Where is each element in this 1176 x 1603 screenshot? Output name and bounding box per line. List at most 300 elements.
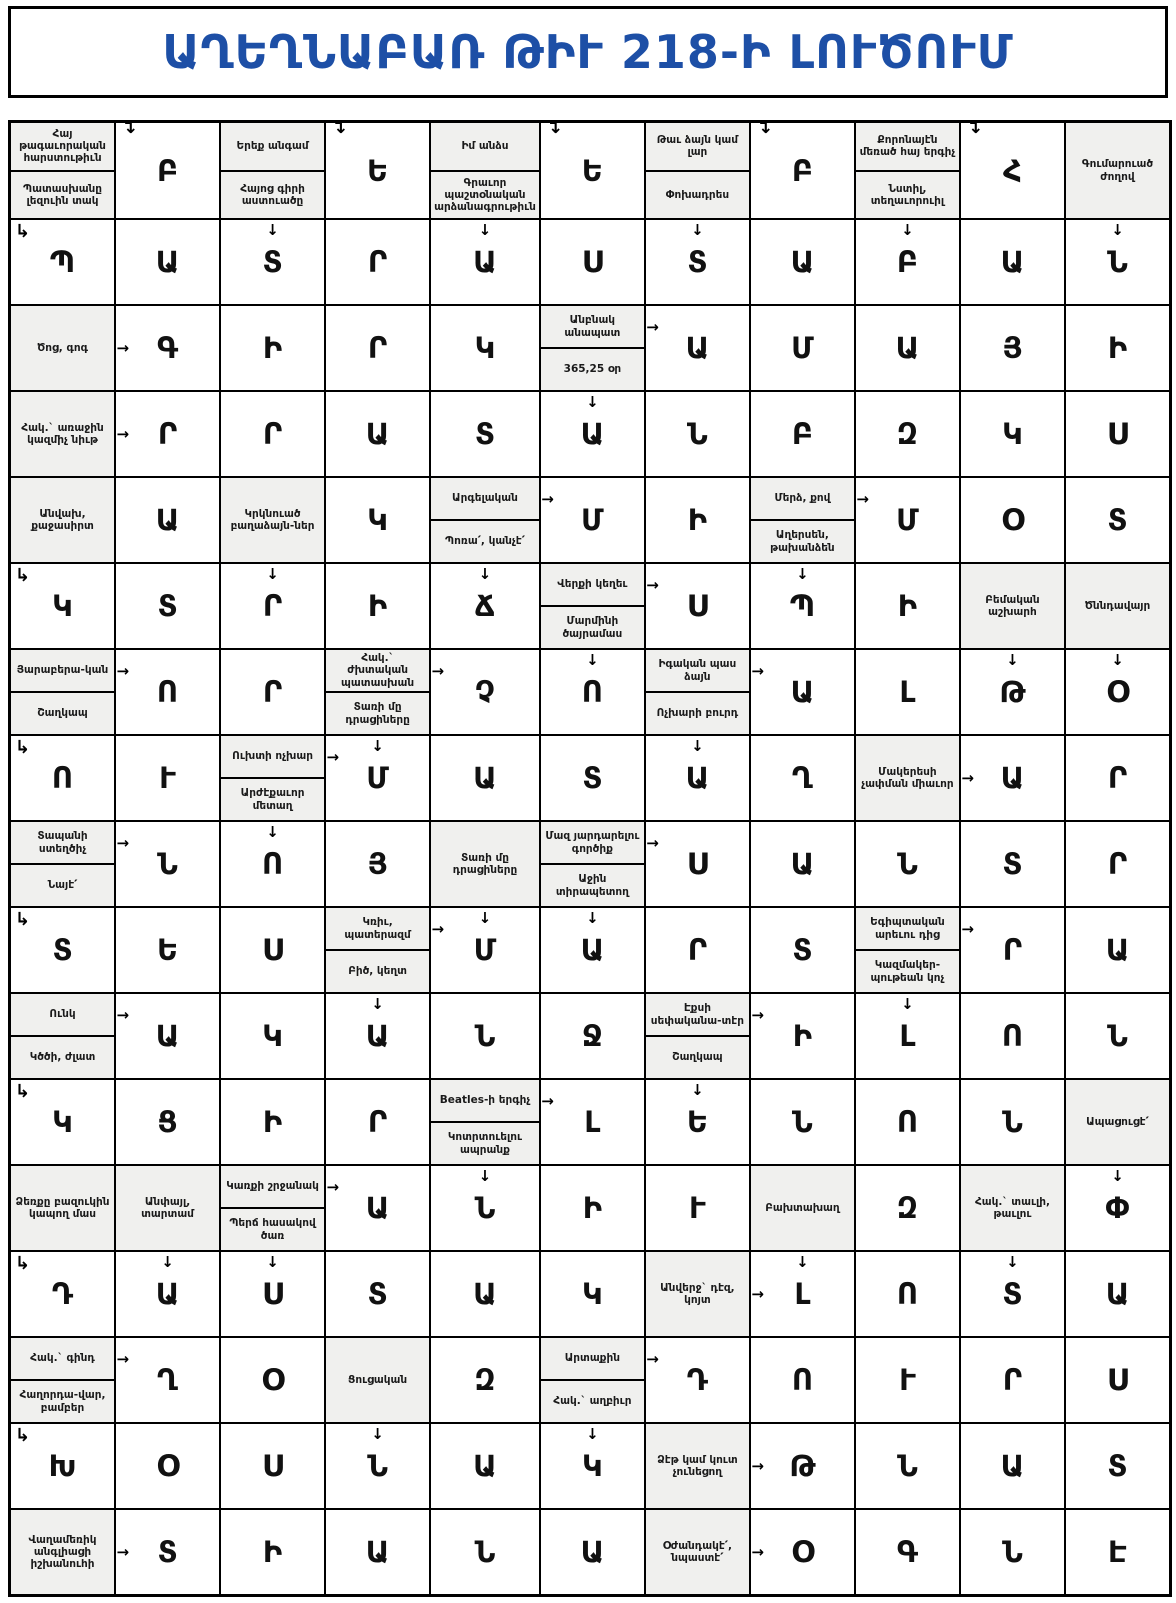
clue-text: Բիծ, կեղտ (348, 965, 407, 978)
clue-text: Beatles-ի երգիչ (439, 1094, 531, 1107)
clue-text: Ծննդավայր (1084, 599, 1151, 612)
letter-cell (325, 122, 430, 219)
arrow-right-icon: → (116, 661, 130, 680)
clue-part (326, 1338, 429, 1443)
clue-text: Արգելական (452, 492, 518, 505)
letter-cell (540, 993, 645, 1079)
clue-text: Ունկ (49, 1008, 76, 1021)
clue-text: Վերքի կեղեւ (557, 578, 628, 591)
letter-cell (540, 1509, 645, 1595)
solution-letter: Ն (474, 1019, 496, 1053)
letter-cell (430, 993, 540, 1079)
clue-text: Վաղամեռիկ անգլիացի իշխանուհի (28, 1533, 97, 1571)
clue-text: Անվախ, քաջասիրտ (31, 507, 94, 532)
clue-part (221, 1166, 340, 1207)
clue-part (646, 691, 749, 755)
arrow-right-icon: → (326, 747, 340, 766)
solution-letter: Ն (687, 417, 708, 451)
clue-part (11, 994, 130, 1035)
clue-part (431, 519, 539, 583)
clue-text: Անբնակ անապատ (564, 314, 621, 339)
solution-letter: Ա (1105, 1277, 1130, 1311)
clue-cell (10, 1337, 130, 1446)
solution-letter: Տ (1002, 847, 1023, 881)
arrow-down-icon: ↓ (691, 1081, 704, 1099)
clue-text: Կծծի, ժլատ (29, 1051, 96, 1064)
solution-letter: Ա (580, 417, 605, 451)
letter-cell (220, 563, 325, 649)
clue-cell (10, 993, 130, 1102)
letter-cell (540, 735, 645, 821)
clue-cell (540, 821, 659, 927)
solution-letter: Ո (896, 1105, 919, 1139)
clue-cell (10, 821, 130, 930)
letter-cell (325, 1251, 430, 1337)
letter-cell (430, 1509, 540, 1595)
solution-letter: Ս (1106, 1363, 1129, 1397)
letter-cell (750, 219, 855, 305)
clue-text: Բեմական աշխարհ (985, 593, 1040, 618)
solution-letter: Խ (48, 1449, 77, 1483)
letter-cell (960, 305, 1065, 391)
solution-letter: Օ (156, 1449, 179, 1483)
solution-letter: Ն (474, 1191, 496, 1225)
clue-part (221, 170, 324, 239)
solution-letter: Ա (580, 1535, 605, 1569)
solution-letter: Մ (581, 503, 604, 537)
clue-cell (540, 1337, 659, 1443)
letter-cell (115, 1251, 220, 1337)
arrow-right-icon: → (116, 1349, 130, 1368)
clue-text: Իգական պաս ձայն (658, 658, 737, 683)
solution-letter: Բ (791, 153, 813, 188)
clue-text: Ծոց, գոգ (37, 341, 88, 354)
letter-cell (540, 907, 645, 993)
clue-part (646, 1424, 764, 1508)
solution-letter: Զ (474, 1363, 496, 1397)
clue-cell (430, 117, 561, 239)
solution-letter: Ա (365, 417, 390, 451)
clue-part (221, 736, 340, 777)
clue-text: Ուխտի ոչխար (232, 750, 313, 763)
solution-letter: Ա (790, 847, 815, 881)
letter-cell (115, 907, 220, 993)
clue-part (646, 994, 764, 1035)
solution-letter: Ր (367, 331, 388, 365)
solution-letter: Ա (685, 761, 710, 795)
clue-text: Տառի մը դրացիները (345, 701, 410, 726)
arrow-bend-right-icon: ↳ (15, 1253, 31, 1274)
arrow-right-icon: → (116, 1005, 130, 1024)
clue-text: Անփայլ, տարտամ (141, 1195, 194, 1220)
clue-part (431, 170, 539, 239)
solution-letter: Ն (1107, 245, 1128, 279)
solution-letter: Լ (899, 675, 916, 709)
letter-cell (960, 907, 1065, 993)
letter-cell (430, 563, 540, 649)
letter-cell (10, 563, 115, 649)
clue-part (1066, 1080, 1169, 1185)
arrow-bend-down-icon: ↴ (755, 117, 771, 138)
solution-letter: Թ (999, 675, 1026, 709)
arrow-right-icon: → (116, 833, 130, 852)
solution-letter: Օ (791, 1535, 814, 1569)
clue-part (326, 691, 429, 755)
solution-letter: Ն (1002, 1535, 1023, 1569)
clue-part (856, 117, 981, 170)
letter-cell (325, 735, 430, 821)
clue-part (541, 306, 659, 347)
letter-cell (855, 477, 960, 563)
letter-cell (750, 1337, 855, 1423)
solution-letter: Ի (792, 1019, 813, 1053)
clue-part (11, 392, 130, 476)
letter-cell (645, 1337, 750, 1423)
solution-letter: Լ (899, 1019, 916, 1053)
title-box (8, 6, 1168, 98)
solution-letter: Բ (156, 153, 179, 188)
solution-letter: Տ (157, 589, 178, 623)
clue-part (856, 908, 974, 949)
solution-letter: Լ (584, 1105, 601, 1139)
clue-part (11, 117, 137, 170)
solution-letter: Ջ (582, 1019, 603, 1053)
letter-cell (540, 1251, 645, 1337)
letter-cell (430, 305, 540, 391)
arrow-right-icon: → (856, 489, 869, 508)
clue-cell (750, 477, 869, 583)
solution-letter: Զ (896, 417, 919, 451)
letter-cell (1065, 1423, 1170, 1509)
clue-part (646, 1252, 764, 1336)
clue-part (326, 908, 445, 949)
arrow-down-icon: ↓ (586, 651, 599, 669)
clue-cell (10, 1509, 130, 1595)
letter-cell (750, 735, 855, 821)
clue-cell (10, 305, 130, 391)
solution-letter: Կ (262, 1019, 283, 1053)
arrow-bend-right-icon: ↳ (15, 565, 31, 586)
letter-cell (960, 1337, 1065, 1423)
clue-part (431, 478, 554, 519)
letter-cell (855, 1423, 960, 1509)
clue-part (541, 1338, 659, 1379)
letter-cell (115, 1423, 220, 1509)
clue-part (221, 117, 347, 170)
clue-text: Պատասխանը լեզուին տակ (22, 182, 103, 207)
letter-cell (115, 1509, 220, 1595)
solution-letter: Ս (261, 1449, 284, 1483)
clue-text: Գրաւոր պաշտօնական արձանագրութիւն (434, 176, 536, 213)
letter-cell (960, 649, 1065, 735)
letter-cell (220, 907, 325, 993)
clue-part (11, 478, 114, 586)
solution-letter: Ա (155, 1277, 180, 1311)
clue-cell (1065, 563, 1170, 669)
clue-text: Կռիւ, պատերազմ (344, 916, 411, 941)
letter-cell (10, 1079, 115, 1165)
clue-cell (855, 117, 981, 239)
clue-part (856, 736, 974, 820)
solution-letter: Գ (896, 1535, 918, 1569)
arrow-right-icon: → (326, 1177, 340, 1196)
solution-letter: Ա (155, 245, 180, 279)
clue-part (11, 822, 130, 863)
letter-cell (750, 1423, 855, 1509)
letter-cell (540, 219, 645, 305)
letter-cell (750, 649, 855, 735)
clue-part (541, 822, 659, 863)
letter-cell (325, 563, 430, 649)
arrow-down-icon: ↓ (478, 1167, 492, 1185)
arrow-down-icon: ↓ (1111, 221, 1124, 239)
arrow-down-icon: ↓ (796, 1253, 809, 1271)
arrow-down-icon: ↓ (371, 1425, 384, 1443)
clue-cell (645, 649, 764, 755)
letter-cell (855, 219, 960, 305)
solution-letter: Ո (156, 675, 179, 709)
arrow-down-icon: ↓ (796, 565, 809, 583)
clue-text: Երեք անգամ (236, 140, 309, 153)
solution-letter: Ն (792, 1105, 813, 1139)
solution-letter: Է (1108, 1535, 1127, 1569)
clue-text: Շաղկապ (37, 707, 88, 720)
letter-cell (1065, 1337, 1170, 1423)
letter-cell (855, 563, 960, 649)
letter-cell (325, 305, 430, 391)
solution-letter: Կ (474, 331, 496, 365)
letter-cell (220, 1251, 325, 1337)
solution-letter: Փ (1105, 1191, 1130, 1225)
clue-part (221, 1207, 324, 1271)
letter-cell (855, 1337, 960, 1423)
solution-letter: Ի (1107, 331, 1128, 365)
clue-text: Ձէթ կամ կուտ չունեցող (657, 1453, 738, 1478)
solution-letter: Տ (52, 933, 73, 967)
letter-cell (960, 821, 1065, 907)
clue-part (11, 1510, 130, 1594)
clue-text: Յարաբերա-կան (16, 664, 109, 677)
clue-cell (10, 649, 130, 758)
letter-cell (10, 1423, 115, 1509)
solution-letter: Ա (473, 1277, 497, 1311)
clue-cell (430, 821, 540, 927)
letter-cell (115, 821, 220, 907)
clue-text: Հակ.` աղբիւր (553, 1395, 632, 1408)
clue-part (11, 170, 114, 242)
clue-part (11, 306, 130, 390)
clue-text: Տառի մը դրացիները (452, 851, 518, 876)
solution-letter: Կ (52, 1105, 73, 1139)
letter-cell (855, 1079, 960, 1165)
clue-part (541, 347, 644, 411)
letter-cell (855, 649, 960, 735)
clue-text: Հաղորդա-վար, բամբեր (19, 1389, 106, 1414)
letter-cell (430, 1251, 540, 1337)
arrow-down-icon: ↓ (266, 565, 279, 583)
clue-text: Հայ թագաւորական հարստութիւն (19, 128, 106, 165)
clue-part (11, 1166, 114, 1274)
letter-cell (750, 821, 855, 907)
clue-part (11, 1379, 114, 1446)
clue-cell (220, 117, 347, 239)
clue-part (116, 1166, 219, 1271)
arrow-right-icon: → (431, 919, 445, 938)
solution-letter: Ա (1000, 1449, 1025, 1483)
arrow-down-icon: ↓ (1111, 1167, 1124, 1185)
letter-cell (750, 1509, 855, 1595)
letter-cell (325, 219, 430, 305)
solution-letter: Յ (367, 847, 388, 881)
letter-cell (115, 122, 220, 219)
solution-letter: Ն (367, 1449, 388, 1483)
clue-text: Հակ.` տաւլի, թաւլու (974, 1195, 1050, 1220)
letter-cell (960, 993, 1065, 1079)
letter-cell (220, 391, 325, 477)
letter-cell (645, 391, 750, 477)
arrow-right-icon: → (751, 1543, 764, 1561)
arrow-right-icon: → (961, 919, 974, 938)
letter-cell (1065, 1165, 1170, 1251)
solution-letter: Ո (51, 761, 74, 795)
clue-text: Թաւ ձայն կամ լար (656, 134, 738, 159)
arrow-down-icon: ↓ (586, 393, 599, 411)
solution-letter: Ս (686, 589, 708, 623)
letter-cell (220, 1509, 325, 1595)
letter-cell (855, 305, 960, 391)
clue-part (541, 863, 644, 927)
solution-letter: Ո (791, 1363, 814, 1397)
letter-cell (1065, 219, 1170, 305)
letter-cell (220, 1423, 325, 1509)
clue-cell (115, 1165, 220, 1271)
solution-letter: Ւ (689, 1191, 706, 1225)
clue-text: Էքսի սեփականա-տէր (650, 1002, 744, 1027)
solution-letter: Ն (897, 847, 918, 881)
solution-letter: Ի (582, 1191, 603, 1225)
clue-text: Եգիպտական արեւու դից (870, 916, 945, 941)
solution-letter: Օ (1106, 675, 1129, 709)
clue-part (431, 822, 539, 927)
letter-cell (430, 1423, 540, 1509)
solution-letter: Ս (686, 847, 708, 881)
letter-cell (960, 391, 1065, 477)
letter-cell (325, 821, 430, 907)
solution-letter: Ա (365, 1019, 390, 1053)
solution-letter: Տ (582, 761, 603, 795)
letter-cell (645, 1079, 750, 1165)
solution-letter: Ե (686, 1105, 708, 1139)
letter-cell (220, 649, 325, 735)
solution-letter: Կ (582, 1449, 603, 1483)
solution-letter: Պ (49, 245, 76, 279)
clue-text: Հակ.` գինդ (30, 1352, 95, 1365)
solution-letter: Ր (1002, 933, 1023, 967)
letter-cell (960, 1509, 1065, 1595)
arrow-down-icon: ↓ (586, 909, 599, 927)
arrow-right-icon: → (646, 1349, 659, 1368)
clue-cell (1065, 122, 1170, 239)
arrow-down-icon: ↓ (1111, 651, 1124, 669)
solution-letter: Ս (581, 245, 603, 279)
clue-part (646, 170, 749, 239)
letter-cell (960, 122, 1065, 219)
clue-text: Պոռա՛, կանչէ՛ (445, 535, 525, 548)
letter-cell (645, 305, 750, 391)
solution-letter: Տ (157, 1535, 178, 1569)
letter-cell (645, 219, 750, 305)
solution-letter: Ա (1000, 245, 1025, 279)
solution-letter: Ր (1107, 761, 1128, 795)
solution-letter: Տ (1002, 1277, 1023, 1311)
solution-letter: Ո (261, 847, 284, 881)
solution-letter: Ր (367, 245, 388, 279)
clue-cell (325, 649, 445, 755)
letter-cell (855, 821, 960, 907)
letter-cell (430, 219, 540, 305)
solution-letter: Ն (474, 1535, 496, 1569)
clue-part (326, 650, 445, 691)
clue-cell (220, 1165, 340, 1271)
solution-letter: Դ (686, 1363, 708, 1397)
solution-letter: Մ (896, 503, 919, 537)
letter-cell (115, 219, 220, 305)
letter-cell (1065, 477, 1170, 563)
clue-part (1066, 123, 1169, 239)
arrow-down-icon: ↓ (266, 823, 279, 841)
solution-letter: Յ (1002, 331, 1023, 365)
clue-part (431, 1080, 554, 1121)
letter-cell (115, 305, 220, 391)
solution-letter: Ի (262, 1535, 283, 1569)
letter-cell (430, 1165, 540, 1251)
solution-letter: Ր (262, 675, 283, 709)
clue-text: Ցուցական (348, 1373, 408, 1386)
letter-cell (855, 1509, 960, 1595)
solution-letter: Ղ (157, 1363, 178, 1397)
letter-cell (540, 122, 645, 219)
clue-part (961, 564, 1064, 669)
solution-letter: Ն (897, 1449, 918, 1483)
letter-cell (645, 735, 750, 821)
solution-letter: Ա (580, 933, 605, 967)
clue-text: Քորոնայէն մեռած հայ երգիչ (859, 134, 956, 159)
solution-letter: Ս (1106, 417, 1129, 451)
clue-part (11, 691, 114, 758)
solution-letter: Մ (366, 761, 389, 795)
letter-cell (645, 1165, 750, 1251)
arrow-down-icon: ↓ (266, 221, 279, 239)
letter-cell (115, 993, 220, 1079)
solution-letter: Մ (791, 331, 814, 365)
clue-text: Գումարուած ժողով (1081, 158, 1154, 183)
clue-cell (645, 1423, 764, 1509)
arrow-right-icon: → (646, 317, 659, 336)
letter-cell (540, 1079, 645, 1165)
solution-letter: Ր (262, 417, 283, 451)
clue-cell (540, 305, 659, 411)
clue-part (431, 117, 561, 170)
letter-cell (750, 993, 855, 1079)
clue-cell (1065, 1079, 1170, 1185)
clue-part (221, 777, 324, 841)
solution-letter: Չ (475, 675, 495, 709)
solution-letter: Ր (367, 1105, 388, 1139)
solution-letter: Տ (1107, 1449, 1128, 1483)
letter-cell (1065, 305, 1170, 391)
arrow-bend-right-icon: ↳ (15, 909, 31, 930)
clue-text: Ոչխարի բուրդ (656, 707, 739, 720)
